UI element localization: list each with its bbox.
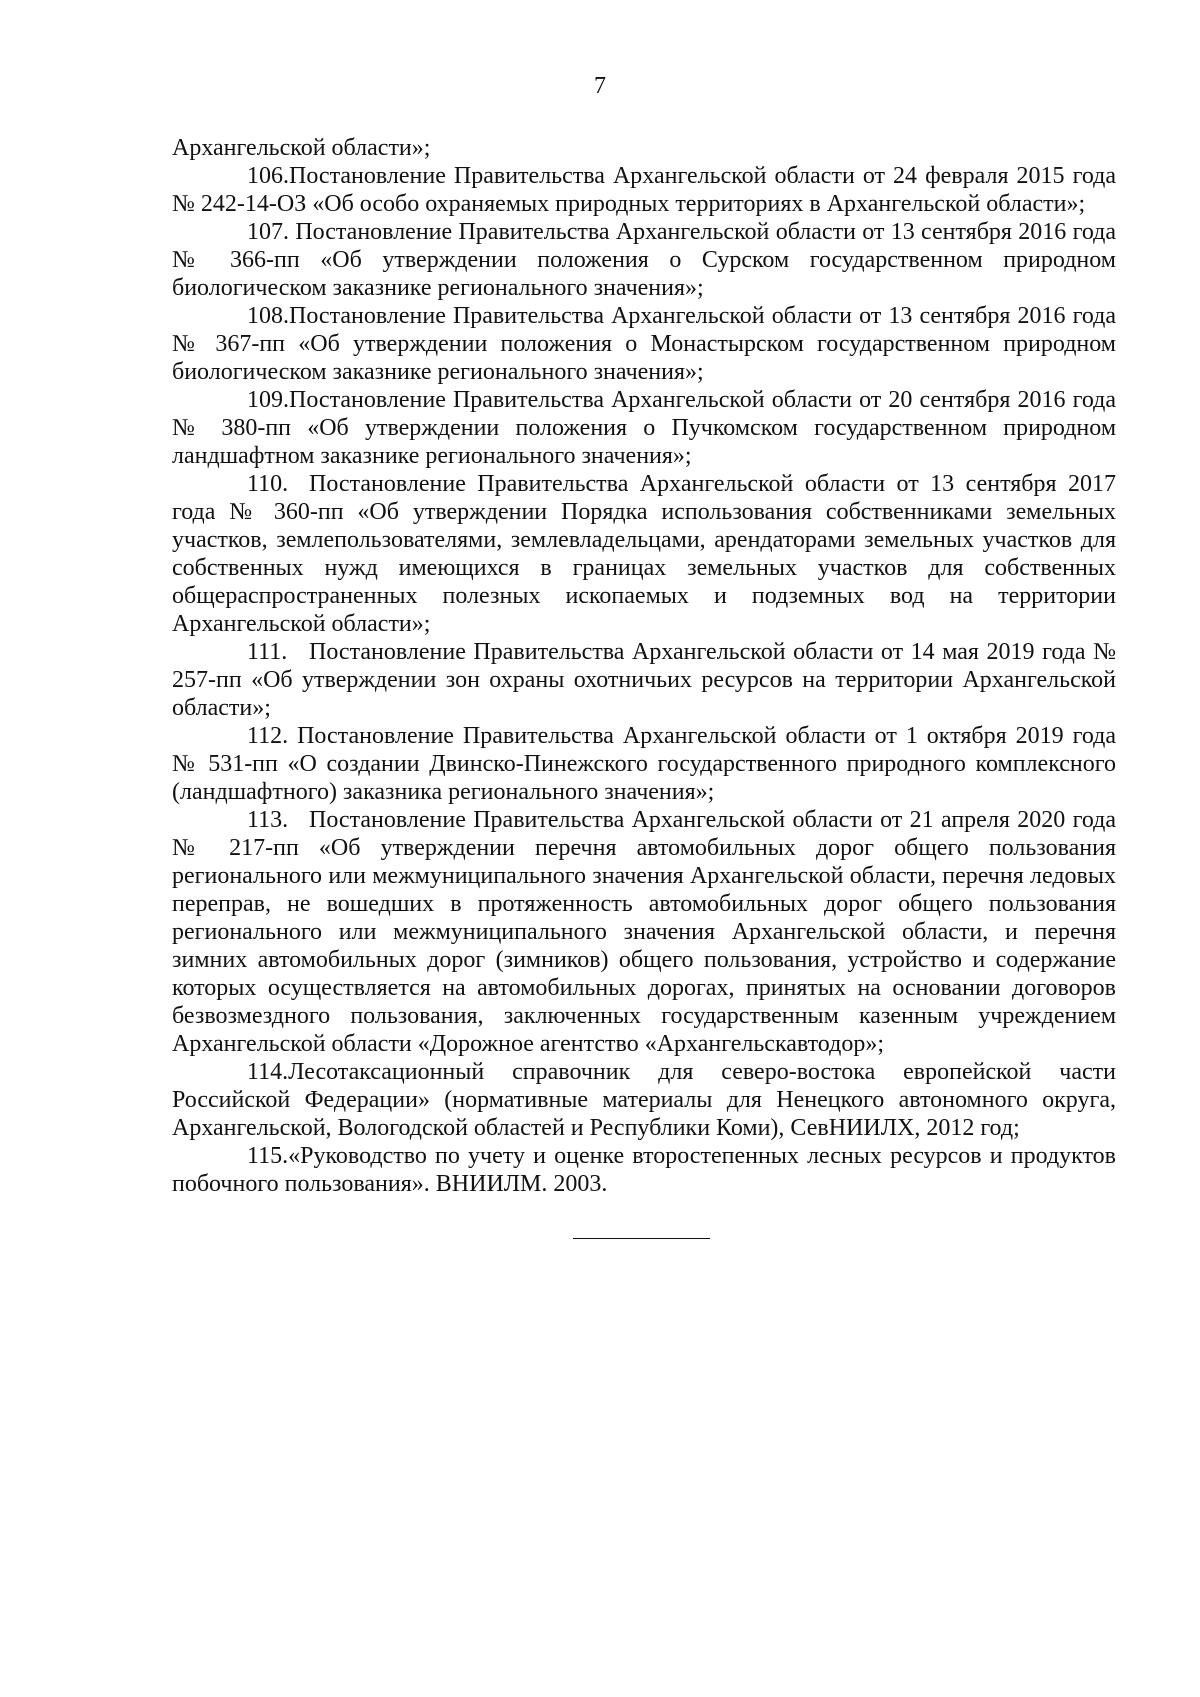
list-item-112 — [172, 722, 1116, 806]
paragraph-continuation — [172, 134, 1116, 162]
list-item-113 — [172, 806, 1116, 1058]
list-item-107 — [172, 218, 1116, 302]
paragraph-text: Архангельской области»; — [172, 135, 431, 161]
list-item-110 — [172, 470, 1116, 638]
page-number: 7 — [594, 73, 606, 99]
list-item-text: Постановление Правительства Архангельской области от 14 мая 2019 года № 257-пп «Об утверждении зон охраны охотничьих ресурсов на территории Архангельской области»; — [172, 639, 1116, 721]
list-item-text: Постановление Правительства Архангельской области от 1 октября 2019 года № 531-пп «О создании Двинско-Пинежского государственного природного комплексного (ландшафтного) заказника регионального значения»; — [172, 723, 1116, 805]
document-body — [172, 134, 1116, 1198]
list-item-106 — [172, 162, 1116, 218]
list-item-text: Постановление Правительства Архангельской области от 24 февраля 2015 года № 242-14-ОЗ «Об особо охраняемых природных территориях в Архангельской области»; — [172, 163, 1116, 217]
list-item-number: 110. — [247, 471, 289, 497]
list-item-111 — [172, 638, 1116, 722]
list-item-number: 112. — [247, 723, 289, 749]
list-item-text: Постановление Правительства Архангельской области от 21 апреля 2020 года № 217-пп «Об утверждении перечня автомобильных дорог общего пользования регионального или межмуниципального значения Архангельской области, перечня ледовых переправ, не вошедших в протяженность автомобильных дорог общего пользования регионального или межмуниципального значения Архангельской области, и перечня зимних автомобильных дорог (зимников) общего пользования, устройство и содержание которых осуществляется на автомобильных дорогах, принятых на основании договоров безвозмездного пользования, заключенных государственным казенным учреждением Архангельской области «Дорожное агентство «Архангельскавтодор»; — [172, 807, 1116, 1057]
list-item-text: Постановление Правительства Архангельской области от 20 сентября 2016 года № 380-пп «Об утверждении положения о Пучкомском государственном природном ландшафтном заказнике регионального значения»; — [172, 387, 1116, 469]
list-item-number: 106. — [247, 163, 289, 189]
list-item-number: 108. — [247, 303, 289, 329]
list-item-text: Постановление Правительства Архангельской области от 13 сентября 2017 года № 360-пп «Об утверждении Порядка использования собственниками земельных участков, землепользователями, землевладельцами, арендаторами земельных участков для собственных нужд имеющихся в границах земельных участков для собственных общераспространенных полезных ископаемых и подземных вод на территории Архангельской области»; — [172, 471, 1116, 637]
list-item-number: 115. — [247, 1143, 289, 1169]
list-item-number: 111. — [247, 639, 288, 665]
list-item-number: 114. — [247, 1059, 289, 1085]
list-item-number: 107. — [247, 219, 289, 245]
list-item-114 — [172, 1058, 1116, 1142]
list-item-number: 109. — [247, 387, 289, 413]
list-item-109 — [172, 386, 1116, 470]
list-item-text: «Руководство по учету и оценке второстепенных лесных ресурсов и продуктов побочного пользования». ВНИИЛМ. 2003. — [172, 1143, 1116, 1197]
list-item-108 — [172, 302, 1116, 386]
list-item-number: 113. — [247, 807, 289, 833]
list-item-115 — [172, 1142, 1116, 1198]
list-item-text: Постановление Правительства Архангельской области от 13 сентября 2016 года № 366-пп «Об утверждении положения о Сурском государственном природном биологическом заказнике регионального значения»; — [172, 219, 1116, 301]
list-item-text: Постановление Правительства Архангельской области от 13 сентября 2016 года № 367-пп «Об утверждении положения о Монастырском государственном природном биологическом заказнике регионального значения»; — [172, 303, 1116, 385]
end-separator-line — [573, 1238, 710, 1239]
list-item-text: Лесотаксационный справочник для северо-востока европейской части Российской Федерации» (нормативные материалы для Ненецкого автономного округа, Архангельской, Вологодской областей и Республики Коми), СевНИИЛХ, 2012 год; — [172, 1059, 1116, 1141]
